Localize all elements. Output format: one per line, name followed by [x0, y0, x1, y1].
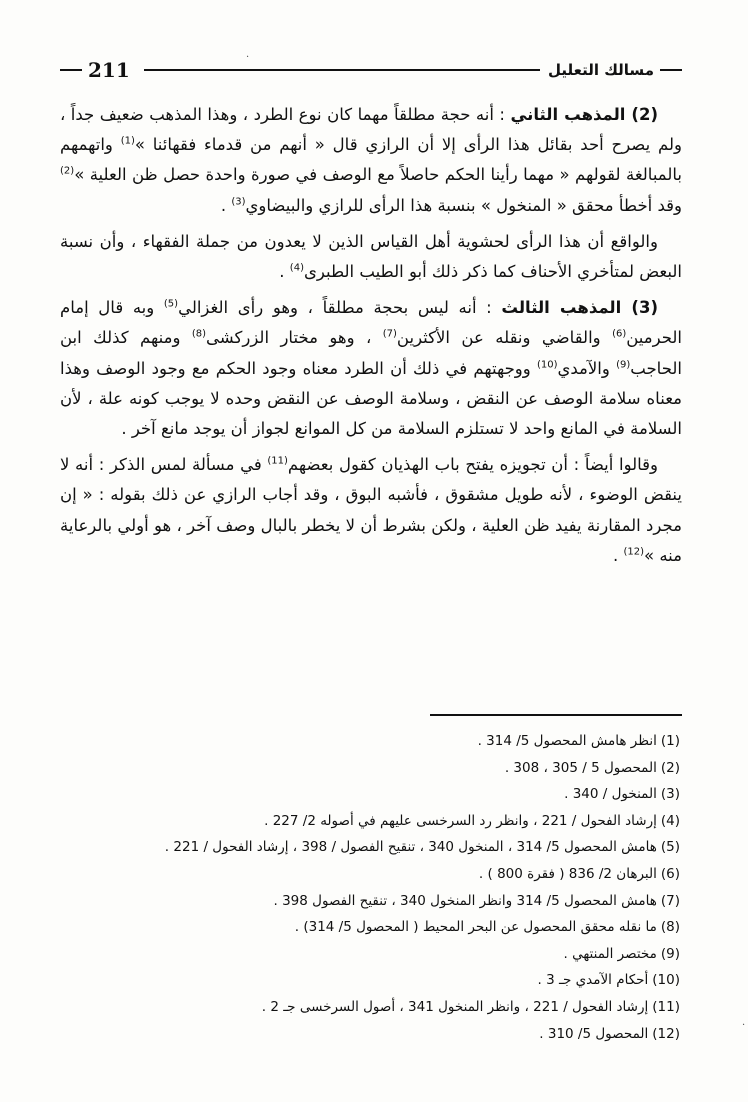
text-run: والقاضي ونقله عن الأكثرين — [396, 328, 613, 348]
text-run: . — [279, 262, 290, 282]
footnote-text: أحكام الآمدي جـ 3 . — [537, 972, 649, 989]
footnote — [60, 834, 682, 861]
text-run: والواقع أن هذا الرأى لحشوية أهل القياس الذين لا يعدون من جملة الفقهاء ، وأن نسبة البعض لمتأخري الأحناف كما ذكر ذلك أبو الطيب الطبرى — [60, 231, 682, 282]
madhhab-heading: (3) المذهب الثالث — [501, 298, 658, 318]
footnote-text: إرشاد الفحول / 221 ، وانظر رد السرخسى عليهم في أصوله 2/ 227 . — [264, 812, 657, 829]
footnote-text: انظر هامش المحصول 5/ 314 . — [477, 733, 657, 749]
footnote — [60, 1021, 682, 1048]
paragraph-hashwiyya — [60, 227, 682, 287]
footnote-separator — [430, 714, 682, 716]
text-run: ووجهتهم في ذلك أن الطرد معناه وجود الحكم مع وجود الوصف وهذا معناه سلامة الوصف عن النقض ، وسلامة الوصف عن النقض وحده لا يوجب كونه علة ، لأن السلامة في المانع واحد لا تستلزم السلامة من كل الموانع لجواز أن يوجد مانع آخر . — [60, 358, 682, 439]
text-run: وقالوا أيضاً : أن تجويزه يفتح باب الهذيان كقول بعضهم — [287, 455, 658, 475]
text-run: واتهمهم بالمبالغة لقولهم « مهما رأينا الحكم حاصلاً مع الوصف في صورة واحدة حصل ظن العلية » — [60, 135, 682, 185]
footnote-ref: (7) — [382, 328, 397, 340]
footnote-number: (9) — [660, 945, 680, 962]
footnote-text: إرشاد الفحول / 221 ، وانظر المنخول 341 ، أصول السرخسى جـ 2 . — [261, 998, 649, 1015]
footnote — [60, 888, 682, 915]
footnote-text: ما نقله محقق المحصول عن البحر المحيط ( المحصول 5/ 314) . — [294, 919, 657, 936]
footnote-number: (7) — [660, 892, 680, 909]
text-run: ، وهو مختار الزركشى — [206, 328, 383, 348]
footnote-ref: (8) — [191, 328, 207, 340]
footnote-text: البرهان 2/ 836 ( فقرة 800 ) . — [478, 865, 657, 882]
text-run: : أنه حجة مطلقاً مهما كان نوع الطرد ، وهذا المذهب ضعيف جداً ، ولم يصرح أحد بقائل هذا الرأى إلا أن الرازي قال « أنهم من قدماء فقهائنا » — [60, 105, 682, 155]
header-dash-left — [60, 69, 82, 71]
footnote-ref: (3) — [231, 196, 246, 208]
footnote-ref: (4) — [289, 262, 304, 274]
footnote — [60, 755, 682, 782]
paragraph-madhhab-2 — [60, 100, 682, 221]
footnote-ref: (5) — [163, 298, 179, 310]
madhhab-heading: (2) المذهب الثاني — [510, 105, 658, 124]
paragraph-hadhayan — [60, 450, 682, 571]
footnote — [60, 781, 682, 808]
footnote — [60, 994, 682, 1021]
text-run: . — [612, 545, 624, 565]
footnote — [60, 914, 682, 941]
text-run: وبه قال إمام الحرمين — [60, 298, 682, 348]
header-rule — [144, 69, 540, 71]
footnote-text: المنخول / 340 . — [564, 786, 657, 803]
print-speck: · — [246, 52, 250, 63]
footnote-number: (2) — [660, 759, 680, 776]
footnote — [60, 728, 682, 755]
text-run: والآمدي — [557, 358, 617, 378]
main-text — [60, 100, 682, 577]
footnote-ref: (2) — [60, 165, 75, 177]
footnote-ref: (1) — [120, 135, 135, 147]
header-dash-right — [660, 69, 682, 71]
footnote-text: هامش المحصول 5/ 314 وانظر المنخول 340 ، تنقيح الفصول 398 . — [273, 892, 657, 909]
text-run: وقد أخطأ محقق « المنخول » بنسبة هذا الرأى للرازي والبيضاوي — [245, 195, 682, 215]
footnote-ref: (11) — [267, 455, 288, 467]
footnote-number: (1) — [660, 733, 680, 749]
footnote-number: (3) — [660, 786, 680, 803]
footnote — [60, 861, 682, 888]
footnote — [60, 967, 682, 994]
paragraph-madhhab-3 — [60, 293, 682, 444]
footnote-number: (8) — [660, 919, 680, 936]
footnote-number: (11) — [652, 998, 680, 1015]
footnote — [60, 941, 682, 968]
footnote-ref: (12) — [623, 546, 644, 558]
footnote-text: المحصول 5/ 310 . — [539, 1025, 649, 1042]
running-header — [60, 58, 682, 82]
footnote-number: (12) — [652, 1025, 680, 1042]
footnote-ref: (6) — [612, 328, 627, 340]
footnote-ref: (10) — [536, 359, 558, 371]
text-run: في مسألة لمس الذكر : أنه لا ينقض الوضوء ، لأنه طويل مشقوق ، فأشبه البوق ، وقد أجاب الرازي عن ذلك بقوله : « إن مجرد المقارنة يفيد ظن العلية ، ولكن بشرط أن لا يخطر بالبال وصف آخر ، هو أولي بالرعاية منه » — [60, 455, 682, 565]
footnote-number: (5) — [660, 839, 680, 856]
footnote-ref: (9) — [616, 359, 631, 371]
page-number: 211 — [88, 58, 130, 82]
footnote-number: (4) — [660, 812, 680, 829]
footnote-text: هامش المحصول 5/ 314 ، المنخول 340 ، تنقيح الفصول / 398 ، إرشاد الفحول / 221 . — [164, 839, 657, 856]
footnote-text: مختصر المنتهي . — [563, 945, 657, 962]
running-title: مسالك التعليل — [547, 61, 654, 79]
text-run: . — [220, 195, 232, 215]
text-run: : أنه ليس بحجة مطلقاً ، وهو رأى الغزالي — [178, 298, 502, 318]
footnote-number: (6) — [660, 865, 680, 882]
text-run: ومنهم كذلك ابن الحاجب — [60, 328, 682, 378]
footnotes — [60, 728, 682, 1047]
footnote-text: المحصول 5 / 305 ، 308 . — [504, 759, 657, 776]
print-speck: · — [742, 1020, 746, 1031]
footnote-number: (10) — [652, 972, 680, 989]
footnote — [60, 808, 682, 835]
